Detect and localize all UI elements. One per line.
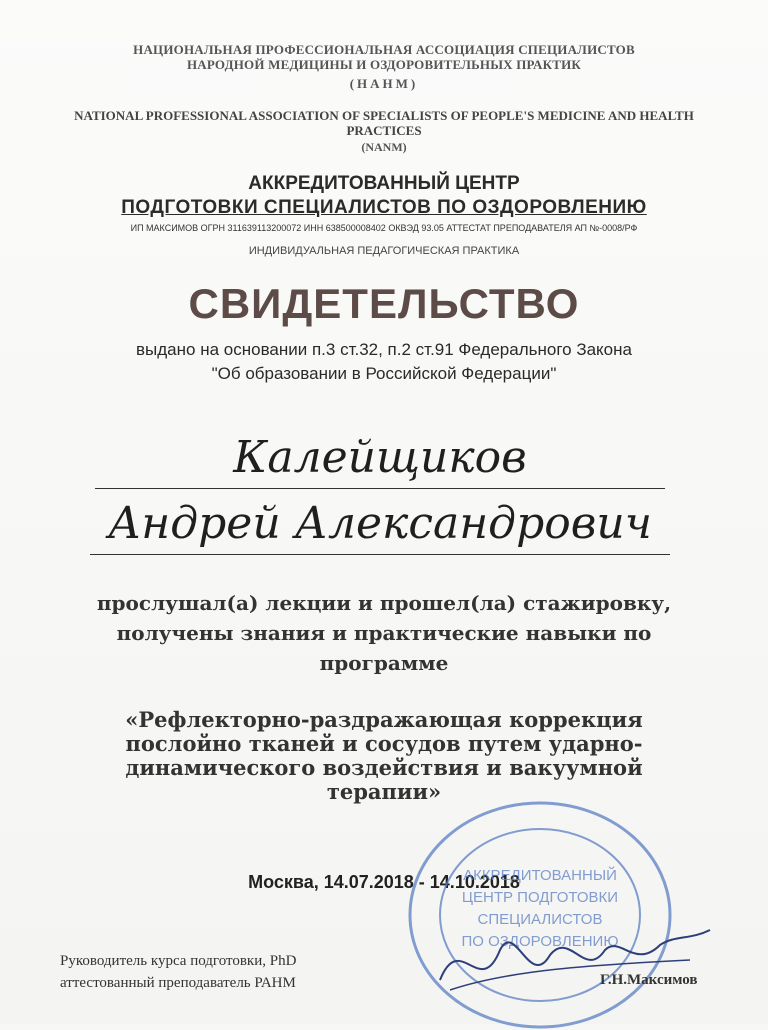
center-title-line1: АККРЕДИТОВАННЫЙ ЦЕНТР	[248, 173, 520, 194]
center-title	[0, 172, 768, 220]
given-name-underline	[90, 554, 670, 555]
completion-line1: прослушал(а) лекции и прошел(ла) стажировку,	[96, 591, 672, 615]
organization-name-en: NATIONAL PROFESSIONAL ASSOCIATION OF SPECIALISTS OF PEOPLE'S MEDICINE AND HEALTH PRACTICES	[74, 108, 694, 138]
organization-name-ru	[0, 42, 768, 72]
seal-text-line1: АККРЕДИТОВАННЫЙ	[463, 867, 617, 884]
place-and-dates: Москва, 14.07.2018 - 14.10.2018	[248, 872, 520, 892]
surname-underline	[95, 488, 665, 489]
practice-type: ИНДИВИДУАЛЬНАЯ ПЕДАГОГИЧЕСКАЯ ПРАКТИКА	[248, 245, 520, 257]
seal-text-line2: ЦЕНТР ПОДГОТОВКИ	[461, 889, 619, 906]
legal-basis-line1: выдано на основании п.3 ст.32, п.2 ст.91 Федерального Закона	[136, 340, 632, 359]
signatory-name: Г.Н.Максимов	[600, 972, 698, 988]
signatory-role	[60, 950, 296, 994]
legal-basis	[0, 338, 768, 386]
document-title: СВИДЕТЕЛЬСТВО	[188, 280, 580, 327]
program-name: «Рефлекторно-раздражающая коррекция послойно тканей и сосудов путем ударно-динамического воздействия и вакуумной терапии»	[125, 707, 643, 804]
recipient-surname: Калейщиков	[233, 432, 527, 483]
completion-line3: программе	[319, 651, 449, 675]
seal-text-line3: СПЕЦИАЛИСТОВ	[477, 911, 603, 928]
seal-text-line4: ПО ОЗДОРОВЛЕНИЮ	[461, 933, 619, 950]
handwritten-signature	[420, 910, 720, 1010]
legal-basis-line2: "Об образовании в Российской Федерации"	[211, 364, 557, 383]
completion-statement	[0, 588, 768, 678]
organization-name-ru-line2: НАРОДНОЙ МЕДИЦИНЫ И ОЗДОРОВИТЕЛЬНЫХ ПРАКТИК	[186, 57, 582, 72]
center-title-line2: ПОДГОТОВКИ СПЕЦИАЛИСТОВ ПО ОЗДОРОВЛЕНИЮ	[121, 197, 647, 218]
signatory-role-line2: аттестованный преподаватель РАНМ	[60, 975, 296, 991]
completion-line2: получены знания и практические навыки по	[116, 621, 652, 645]
registration-details: ИП МАКСИМОВ ОГРН 311639113200072 ИНН 638500008402 ОКВЭД 93.05 АТТЕСТАТ ПРЕПОДАВАТЕЛЯ АП №-0008/РФ	[130, 223, 638, 233]
signatory-role-line1: Руководитель курса подготовки, PhD	[60, 953, 297, 969]
organization-abbr-ru: (НАНМ)	[349, 76, 419, 91]
recipient-given-name: Андрей Александрович	[107, 498, 653, 549]
organization-name-ru-line1: НАЦИОНАЛЬНАЯ ПРОФЕССИОНАЛЬНАЯ АССОЦИАЦИЯ СПЕЦИАЛИСТОВ	[133, 42, 635, 57]
organization-abbr-en: (NANM)	[361, 140, 407, 154]
